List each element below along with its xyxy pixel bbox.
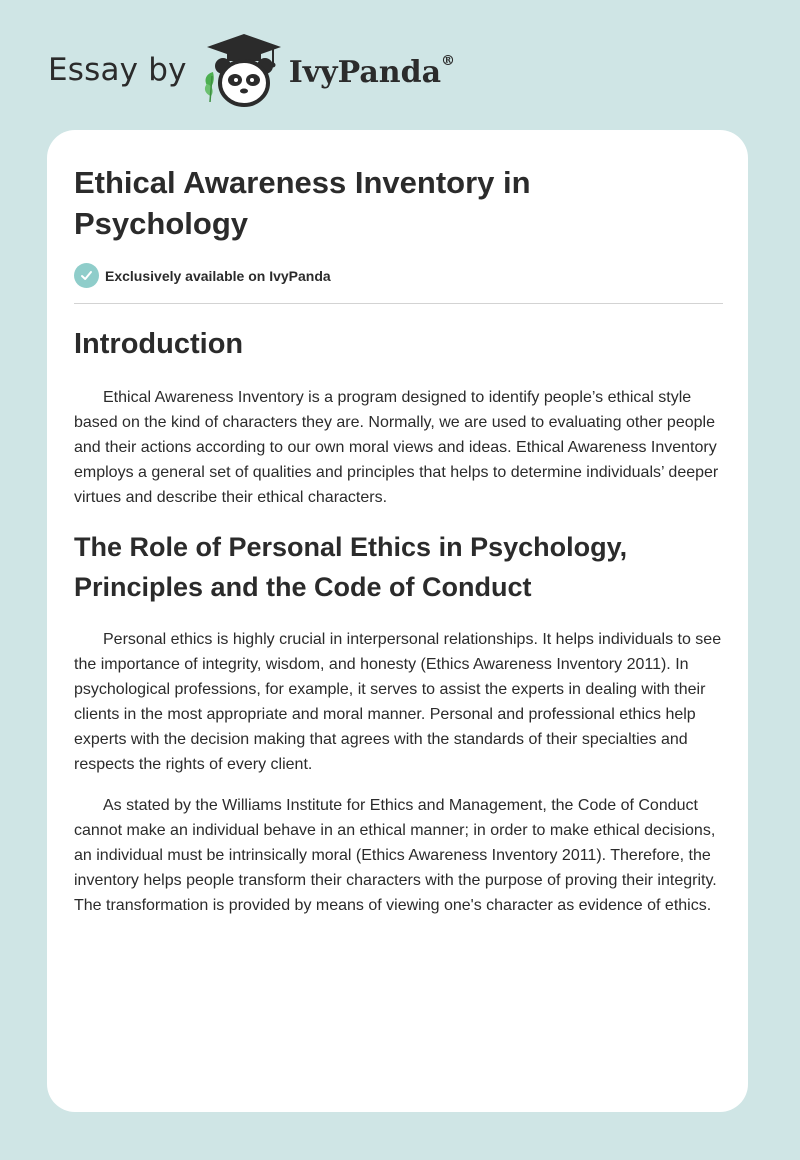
- exclusive-badge: [74, 263, 331, 288]
- site-header: [48, 30, 455, 110]
- paragraph-personal-ethics: Personal ethics is highly crucial in interpersonal relationships. It helps individuals to see the importance of integrity, wisdom, and honesty (Ethics Awareness Inventory 2011). In psychological professions, for example, it serves to assist the experts in dealing with their clients in the most appropriate and moral manner. Personal and professional ethics help experts with the decision making that agrees with the standards of their specialties and respects the rights of every client.: [74, 631, 722, 773]
- panda-logo-icon: [201, 30, 287, 110]
- section-heading-introduction: Introduction: [74, 328, 244, 360]
- essay-by-label: Essay by: [48, 52, 187, 88]
- exclusive-badge-label: Exclusively available on IvyPanda: [105, 267, 331, 284]
- paragraph-code-of-conduct: As stated by the Williams Institute for Ethics and Management, the Code of Conduct cannot make an individual behave in an ethical manner; in order to make ethical decisions, an individual must be intrinsically moral (Ethics Awareness Inventory 2011). Therefore, the inventory helps people transform their characters with the purpose of proving their integrity. The transformation is provided by means of viewing one's character as evidence of ethics.: [74, 797, 717, 914]
- brand-text: IvyPanda: [288, 54, 442, 90]
- essay-card: [47, 130, 748, 1112]
- paragraph-introduction: Ethical Awareness Inventory is a program designed to identify people’s ethical style based on the kind of characters they are. Normally, we are used to evaluating other people and their actions according to our own moral views and ideas. Ethical Awareness Inventory employs a general set of qualities and principles that helps to determine individuals’ deeper virtues and describe their ethical characters.: [74, 389, 719, 506]
- registered-mark: ®: [441, 52, 456, 69]
- divider: [74, 303, 723, 304]
- essay-title: Ethical Awareness Inventory in Psychology: [74, 165, 531, 241]
- checkmark-icon: [74, 263, 99, 288]
- brand-name: [288, 52, 456, 90]
- section-heading-personal-ethics: The Role of Personal Ethics in Psychology, Principles and the Code of Conduct: [74, 532, 628, 602]
